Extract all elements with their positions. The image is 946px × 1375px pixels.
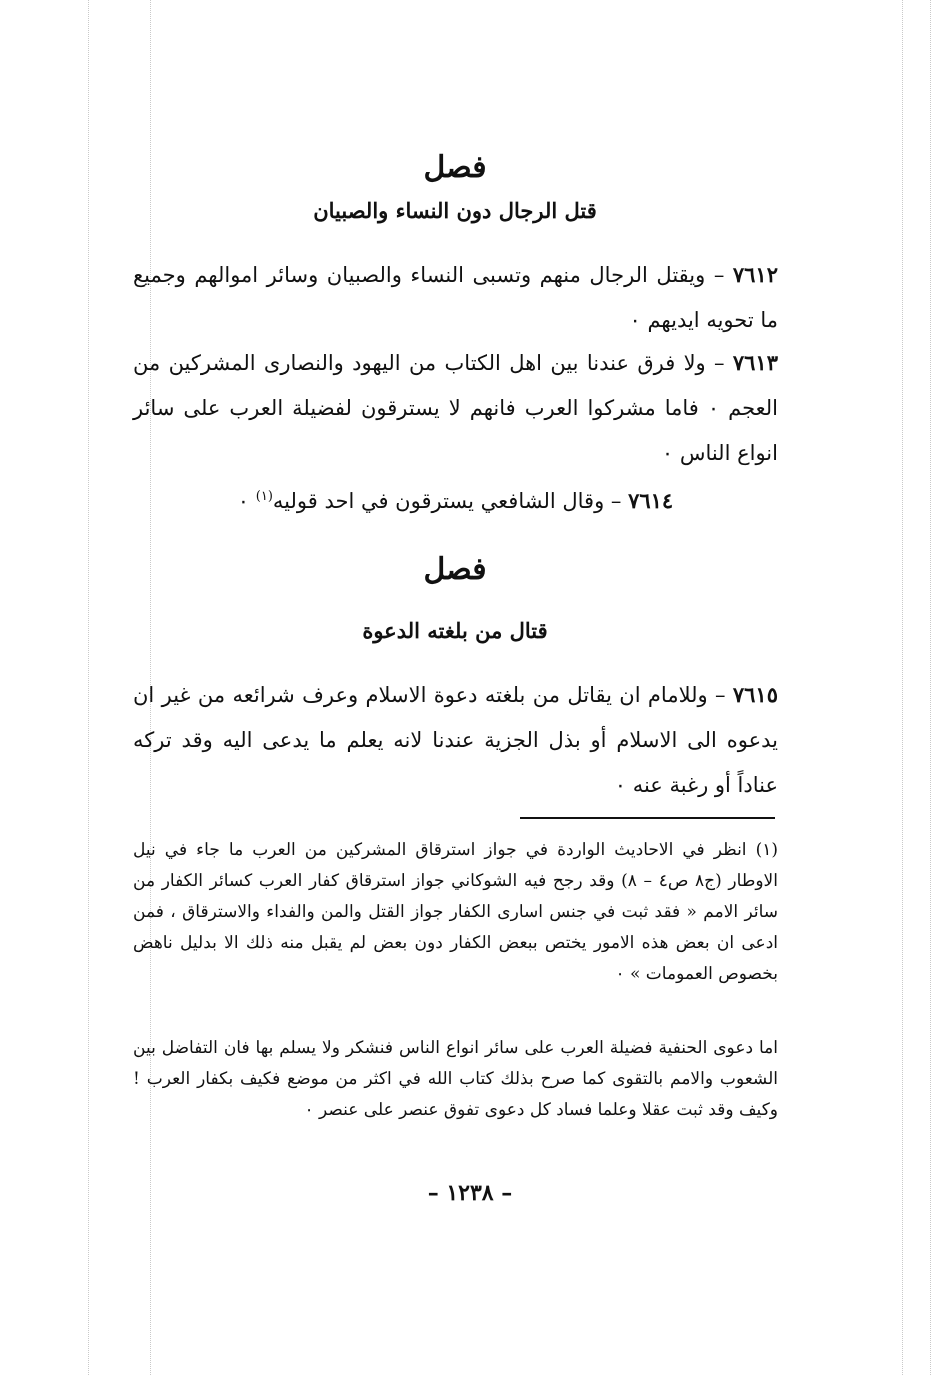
paragraph-text: – ويقتل الرجال منهم وتسبى النساء والصبيان وسائر اموالهم وجميع ما تحويه ايديهم ٠ <box>133 263 778 332</box>
section-subtitle: قتل الرجال دون النساء والصبيان <box>313 198 597 223</box>
paragraph-7615 <box>133 672 778 808</box>
footnote-continuation: اما دعوى الحنفية فضيلة العرب على سائر انواع الناس فنشكر ولا يسلم بها فان التفاضل بين الشعوب والامم بالتقوى كما صرح بذلك كتاب الله في اكثر من موضع فكيف بكفار العرب ! وكيف وقد ثبت عقلا وعلما فساد كل دعوى تفوق عنصر على عنصر ٠ <box>133 1038 778 1120</box>
paragraph-text: – وقال الشافعي يسترقون في احد قوليه <box>272 489 629 513</box>
scan-artifact-line <box>88 0 89 1375</box>
paragraph-text: – ولا فرق عندنا بين اهل الكتاب من اليهود والنصارى المشركين من العجم ٠ فاما مشركوا العرب فانهم لا يسترقون لفضيلة العرب على سائر انواع الناس ٠ <box>133 351 778 465</box>
paragraph-number: ٧٦١٥ <box>732 682 778 707</box>
section-title-text: فصل <box>423 552 487 587</box>
scan-artifact-line <box>930 0 931 1375</box>
paragraph-7614 <box>133 478 778 524</box>
section-title <box>130 150 780 185</box>
paragraph-number: ٧٦١٤ <box>628 488 674 513</box>
paragraph-text: – وللامام ان يقاتل من بلغته دعوة الاسلام وعرف شرائعه من غير ان يدعوه الى الاسلام أو بذل الجزية عندنا لانه يعلم ما يدعى اليه وقد تركه عناداً أو رغبة عنه ٠ <box>133 683 778 797</box>
paragraph-number: ٧٦١٢ <box>732 262 778 287</box>
scan-artifact-line <box>902 0 903 1375</box>
section-title-text: فصل <box>423 150 487 185</box>
paragraph-7613 <box>133 340 778 476</box>
paragraph-7612 <box>133 252 778 343</box>
page-number: – ١٢٣٨ – <box>427 1180 513 1206</box>
section-subtitle: قتال من بلغته الدعوة <box>362 618 548 643</box>
footnote-reference[interactable]: (١) <box>255 489 273 504</box>
section-title <box>130 552 780 587</box>
paragraph-number: ٧٦١٣ <box>732 350 778 375</box>
footnote-1: (١) انظر في الاحاديث الواردة في جواز استرقاق المشركين من العرب ما جاء في نيل الاوطار (ج٨ ص٤ – ٨) وقد رجح فيه الشوكاني جواز استرقاق كفار العرب كسائر الكفار من سائر الامم « فقد ثبت في جنس اسارى الكفار جواز القتل والمن والفداء والاسترقاق ، فمن ادعى ان بعض هذه الامور يختص ببعض الكفار دون بعض لم يقبل منه ذلك الا بدليل ناهض بخصوص العمومات » ٠ <box>133 840 778 984</box>
footnote-separator <box>520 817 775 819</box>
paragraph-end: ٠ <box>237 489 256 513</box>
